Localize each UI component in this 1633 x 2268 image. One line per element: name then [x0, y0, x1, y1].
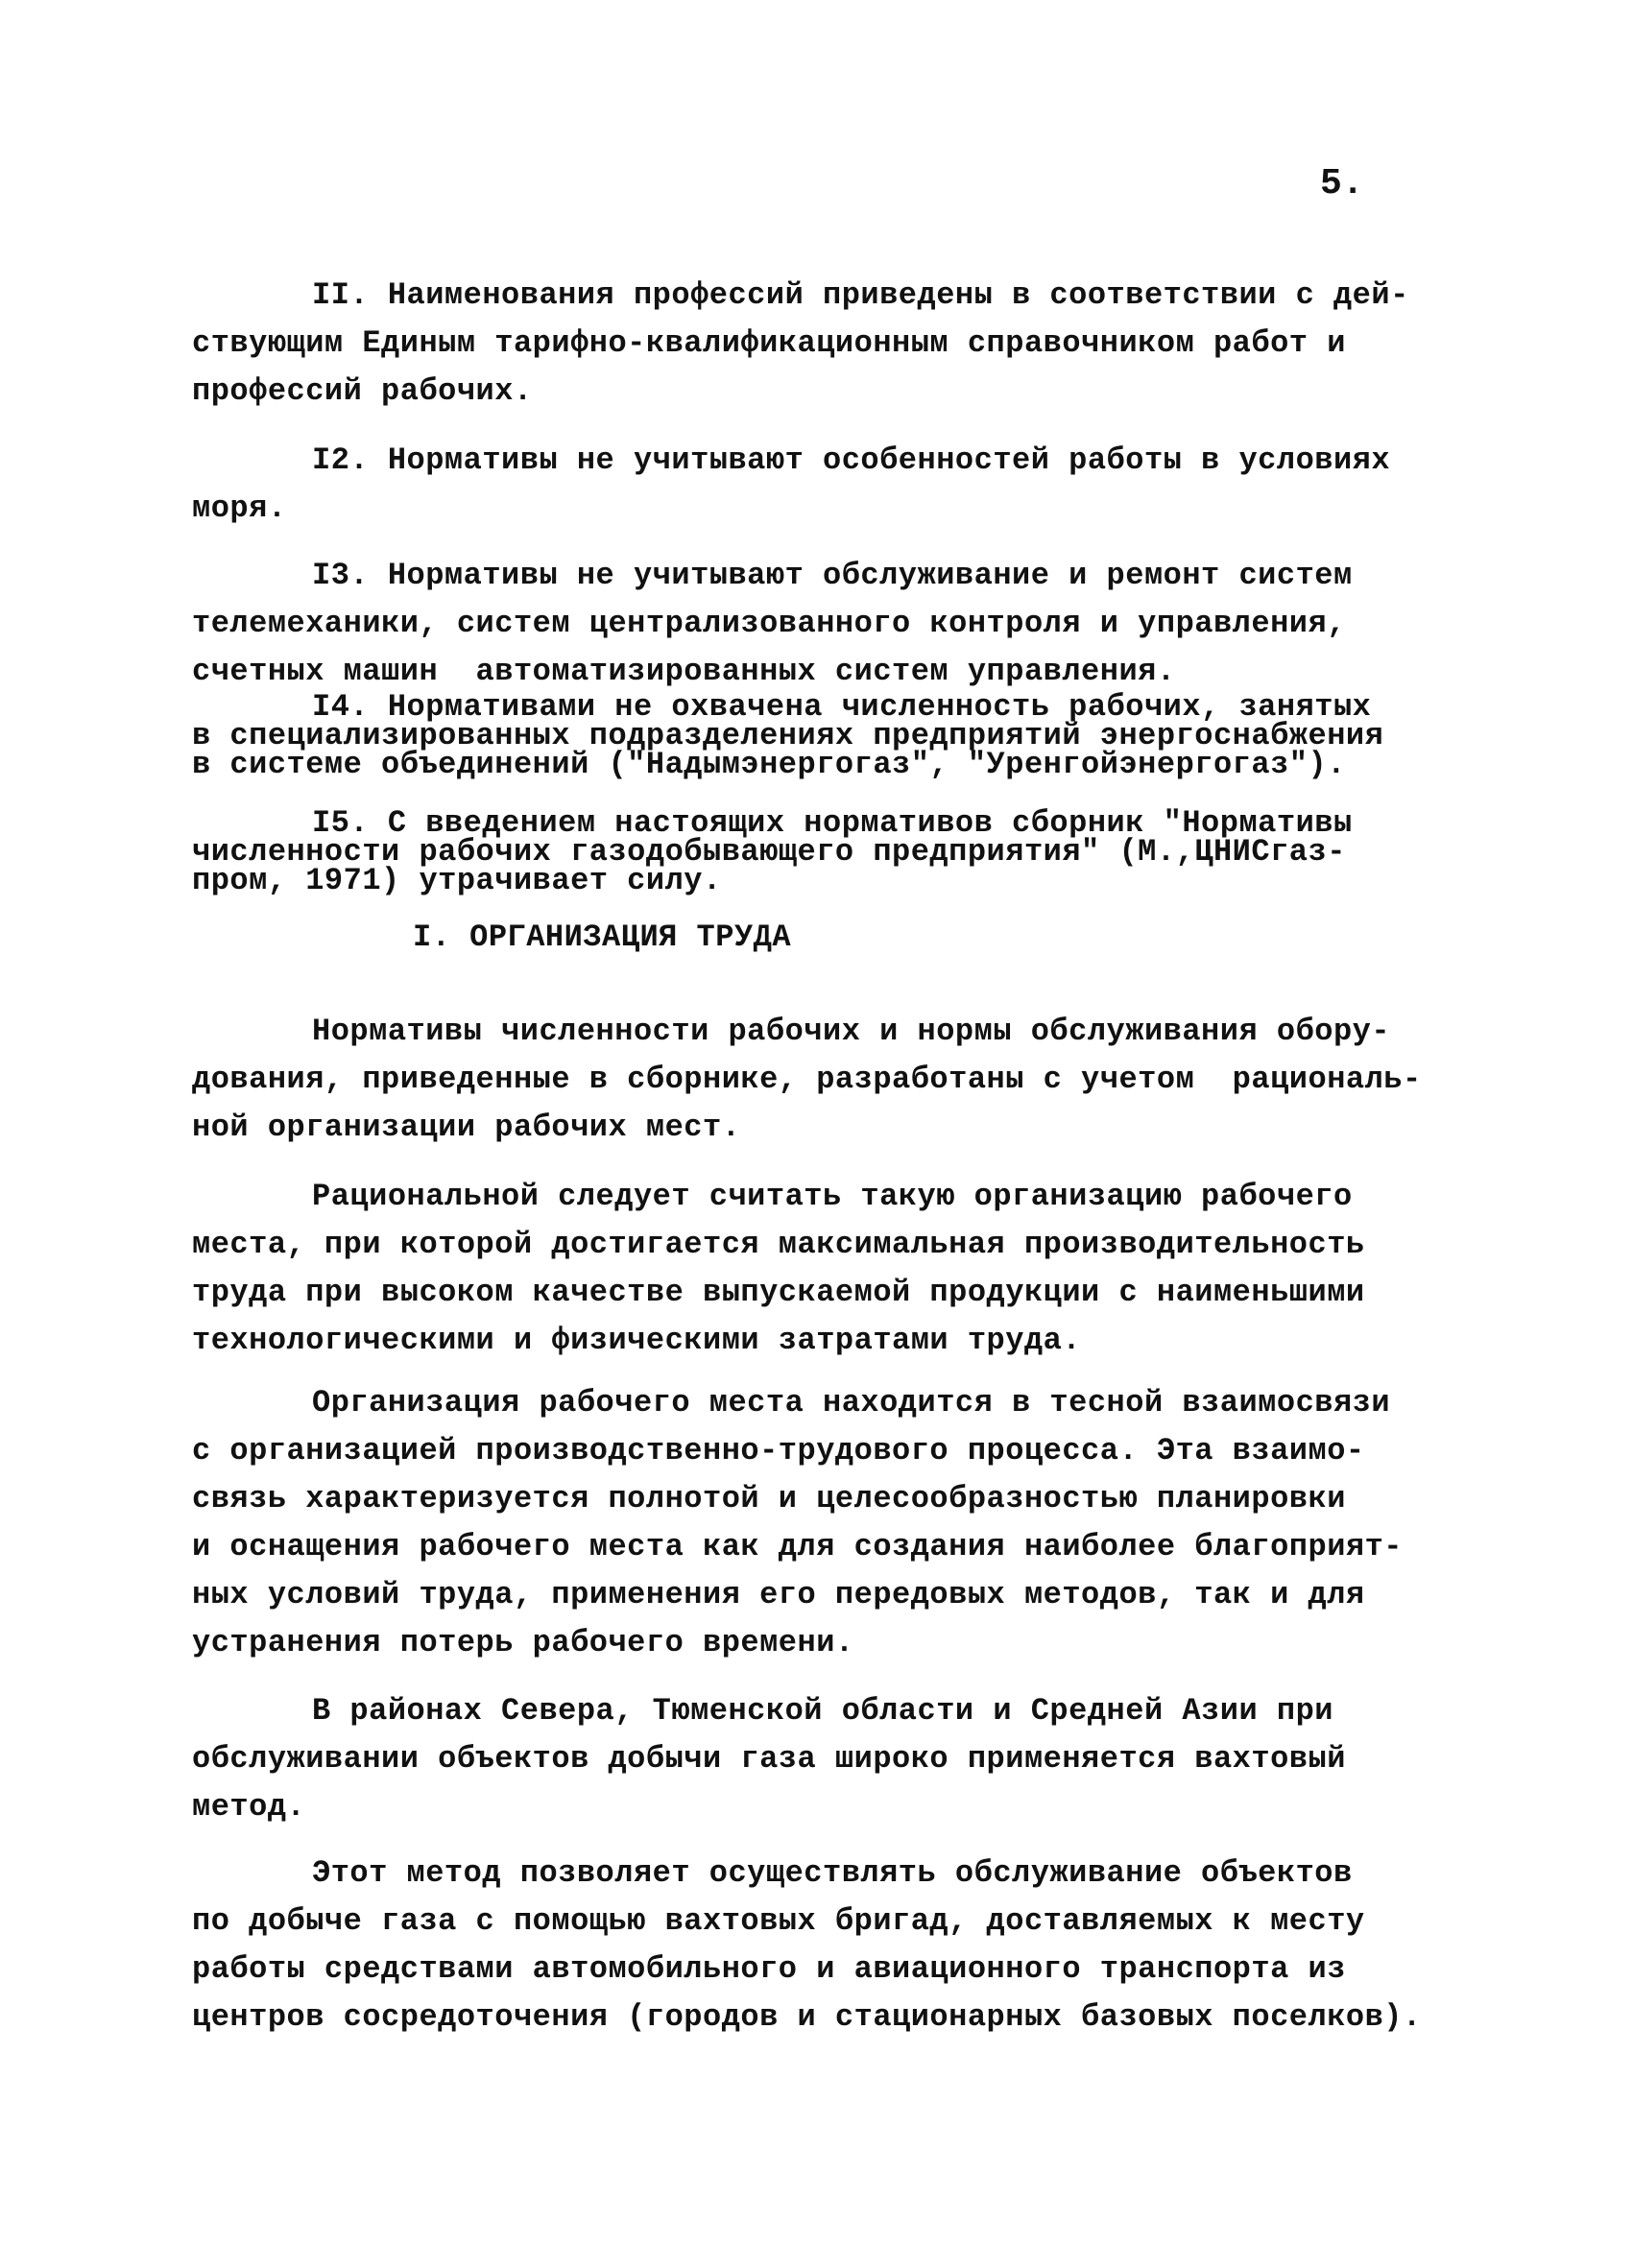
text-line: II. Наименования профессий приведены в соответствии с дей- [312, 277, 1409, 313]
text-line: связь характеризуется полнотой и целесообразностью планировки [192, 1481, 1346, 1516]
text-line: работы средствами автомобильного и авиационного транспорта из [192, 1951, 1346, 1987]
body-paragraph [192, 1687, 1450, 1831]
body-paragraph [192, 1379, 1450, 1667]
text-line: с организацией производственно-трудового процесса. Эта взаимо- [192, 1433, 1365, 1468]
text-line: I4. Нормативами не охвачена численность рабочих, занятых [312, 689, 1372, 725]
body-paragraph [192, 1850, 1450, 2041]
text-line: В районах Севера, Тюменской области и Средней Азии при [312, 1693, 1333, 1729]
page-number: 5. [1320, 163, 1364, 204]
text-line: счетных машин автоматизированных систем управления. [192, 654, 1176, 689]
text-line: и оснащения рабочего места как для создания наиболее благоприят- [192, 1529, 1403, 1564]
text-line: дования, приведенные в сборнике, разработаны с учетом рациональ- [192, 1062, 1422, 1097]
text-line: Нормативы численности рабочих и нормы обслуживания обору- [312, 1014, 1391, 1049]
text-line: в системе объединений ("Надымэнергогаз", "Уренгойэнергогаз"). [192, 747, 1346, 782]
text-line: по добыче газа с помощью вахтовых бригад, доставляемых к месту [192, 1903, 1365, 1939]
text-line: численности рабочих газодобывающего предприятия" (М.,ЦНИСгаз- [192, 834, 1346, 870]
text-line: Организация рабочего места находится в тесной взаимосвязи [312, 1385, 1391, 1420]
text-line: в специализированных подразделениях предприятий энергоснабжения [192, 718, 1384, 753]
note-12 [192, 437, 1450, 533]
text-line: обслуживании объектов добычи газа широко применяется вахтовый [192, 1741, 1346, 1777]
text-line: Этот метод позволяет осуществлять обслуживание объектов [312, 1855, 1353, 1891]
body-paragraph [192, 1173, 1450, 1365]
text-line: ных условий труда, применения его передовых методов, так и для [192, 1577, 1365, 1612]
text-line: устранения потерь рабочего времени. [192, 1625, 854, 1660]
text-line: Рациональной следует считать такую организацию рабочего [312, 1179, 1353, 1214]
section-heading: I. ОРГАНИЗАЦИЯ ТРУДА [413, 919, 792, 955]
text-line: метод. [192, 1789, 306, 1825]
note-13 [192, 552, 1450, 696]
text-line: технологическими и физическими затратами труда. [192, 1323, 1082, 1358]
note-14 [192, 689, 1450, 782]
text-line: моря. [192, 490, 287, 526]
text-line: центров сосредоточения (городов и стационарных базовых поселков). [192, 1999, 1422, 2035]
text-line: пром, 1971) утрачивает силу. [192, 863, 722, 898]
text-line: ствующим Единым тарифно-квалификационным справочником работ и [192, 325, 1346, 361]
text-line: I3. Нормативы не учитывают обслуживание и ремонт систем [312, 558, 1353, 593]
text-line: телемеханики, систем централизованного контроля и управления, [192, 606, 1346, 641]
text-line: ной организации рабочих мест. [192, 1110, 741, 1145]
note-11 [192, 272, 1450, 416]
body-paragraph [192, 1008, 1450, 1152]
text-line: профессий рабочих. [192, 373, 533, 409]
text-line: I5. С введением настоящих нормативов сборник "Нормативы [312, 805, 1353, 841]
text-line: I2. Нормативы не учитывают особенностей работы в условиях [312, 442, 1391, 478]
text-line: труда при высоком качестве выпускаемой продукции с наименьшими [192, 1275, 1365, 1310]
note-15 [192, 805, 1450, 898]
text-line: места, при которой достигается максимальная производительность [192, 1227, 1365, 1262]
